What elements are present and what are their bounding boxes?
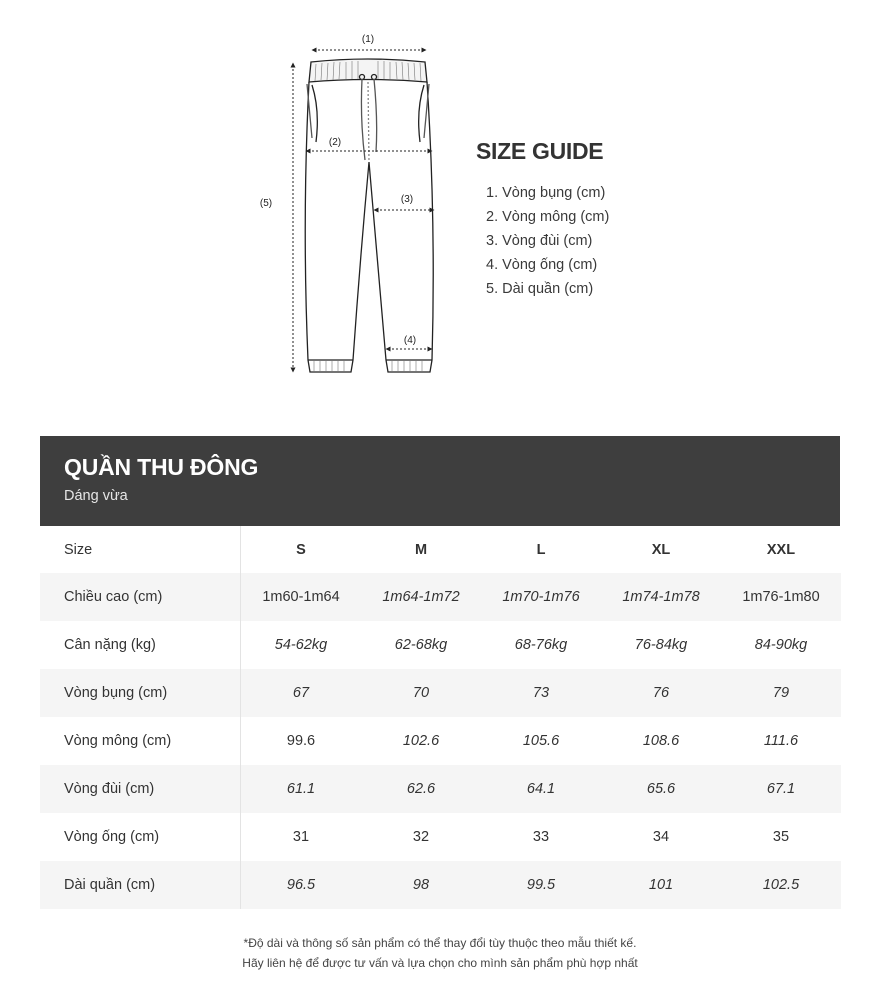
row-value: 1m76-1m80 <box>721 573 841 621</box>
row-value: 67.1 <box>721 765 841 813</box>
table-row <box>40 669 841 717</box>
row-value: 31 <box>292 829 310 845</box>
table-row <box>40 765 841 813</box>
row-value: 102.5 <box>721 861 841 909</box>
row-value: 54-62kg <box>274 637 328 653</box>
size-guide-item: 2. Vòng mông (cm) <box>486 209 610 225</box>
row-value: 102.6 <box>402 733 440 749</box>
row-value: 32 <box>412 829 430 845</box>
size-header-label: Size <box>40 526 241 573</box>
size-guide-item: 3. Vòng đùi (cm) <box>486 233 593 249</box>
diagram-label-3: (3) <box>400 194 414 205</box>
table-row <box>40 813 841 861</box>
row-label: Vòng mông (cm) <box>40 717 241 765</box>
row-label: Dài quần (cm) <box>40 861 241 909</box>
row-value: 79 <box>721 669 841 717</box>
row-label: Cân nặng (kg) <box>40 621 241 669</box>
row-value: 33 <box>532 829 550 845</box>
size-table <box>40 436 840 909</box>
table-row <box>40 621 841 669</box>
row-value: 1m74-1m78 <box>601 573 721 621</box>
row-label: Chiều cao (cm) <box>40 573 241 621</box>
table-row <box>40 717 841 765</box>
size-guide-list <box>476 181 609 301</box>
row-value: 35 <box>772 829 790 845</box>
size-header-cell: L <box>536 541 546 558</box>
row-value: 1m60-1m64 <box>241 573 362 621</box>
table-subtitle: Dáng vừa <box>64 488 128 504</box>
row-value: 101 <box>601 861 721 909</box>
row-value: 98 <box>361 861 481 909</box>
footnote-line-2: Hãy liên hệ để được tư vấn và lựa chọn cho mình sản phẩm phù hợp nhất <box>242 956 638 970</box>
size-header-cell: XXL <box>766 541 796 558</box>
table-row <box>40 573 841 621</box>
row-value: 62-68kg <box>394 637 448 653</box>
row-value: 1m70-1m76 <box>481 573 601 621</box>
row-value: 111.6 <box>763 733 799 749</box>
row-label: Vòng đùi (cm) <box>40 765 241 813</box>
row-value: 34 <box>652 829 670 845</box>
size-guide-item: 5. Dài quần (cm) <box>486 281 594 297</box>
size-header-row <box>40 526 841 573</box>
size-guide <box>476 138 609 301</box>
row-label: Vòng ống (cm) <box>40 813 241 861</box>
diagram-label-1: (1) <box>361 34 375 45</box>
row-value: 73 <box>481 669 601 717</box>
diagram-label-4: (4) <box>403 335 417 346</box>
footnote-line-1: *Độ dài và thông số sản phẩm có thể thay đổi tùy thuộc theo mẫu thiết kế. <box>243 936 637 950</box>
table-header-bar <box>40 436 840 526</box>
row-value: 65.6 <box>601 765 721 813</box>
pants-diagram <box>250 20 460 385</box>
row-value: 84-90kg <box>754 637 808 653</box>
table-row <box>40 861 841 909</box>
row-value: 68-76kg <box>514 637 568 653</box>
row-value: 61.1 <box>241 765 362 813</box>
size-header-cell: S <box>296 541 306 558</box>
row-value: 64.1 <box>481 765 601 813</box>
row-value: 62.6 <box>361 765 481 813</box>
diagram-label-5: (5) <box>259 198 273 209</box>
row-value: 96.5 <box>241 861 362 909</box>
row-value: 99.6 <box>286 733 316 749</box>
row-value: 105.6 <box>522 733 560 749</box>
row-value: 108.6 <box>642 733 680 749</box>
row-value: 76-84kg <box>634 637 688 653</box>
row-value: 99.5 <box>481 861 601 909</box>
size-header-cell: XL <box>651 541 671 558</box>
table-title: QUẦN THU ĐÔNG <box>64 454 259 480</box>
row-value: 1m64-1m72 <box>361 573 481 621</box>
row-value: 76 <box>601 669 721 717</box>
size-chart <box>40 526 841 909</box>
row-value: 67 <box>241 669 362 717</box>
size-guide-item: 1. Vòng bụng (cm) <box>486 185 606 201</box>
size-header-cell: M <box>414 541 428 558</box>
row-label: Vòng bụng (cm) <box>40 669 241 717</box>
footnote <box>0 933 880 973</box>
size-guide-title: SIZE GUIDE <box>476 138 604 164</box>
size-guide-item: 4. Vòng ống (cm) <box>486 257 598 273</box>
diagram-label-2: (2) <box>328 137 342 148</box>
row-value: 70 <box>361 669 481 717</box>
